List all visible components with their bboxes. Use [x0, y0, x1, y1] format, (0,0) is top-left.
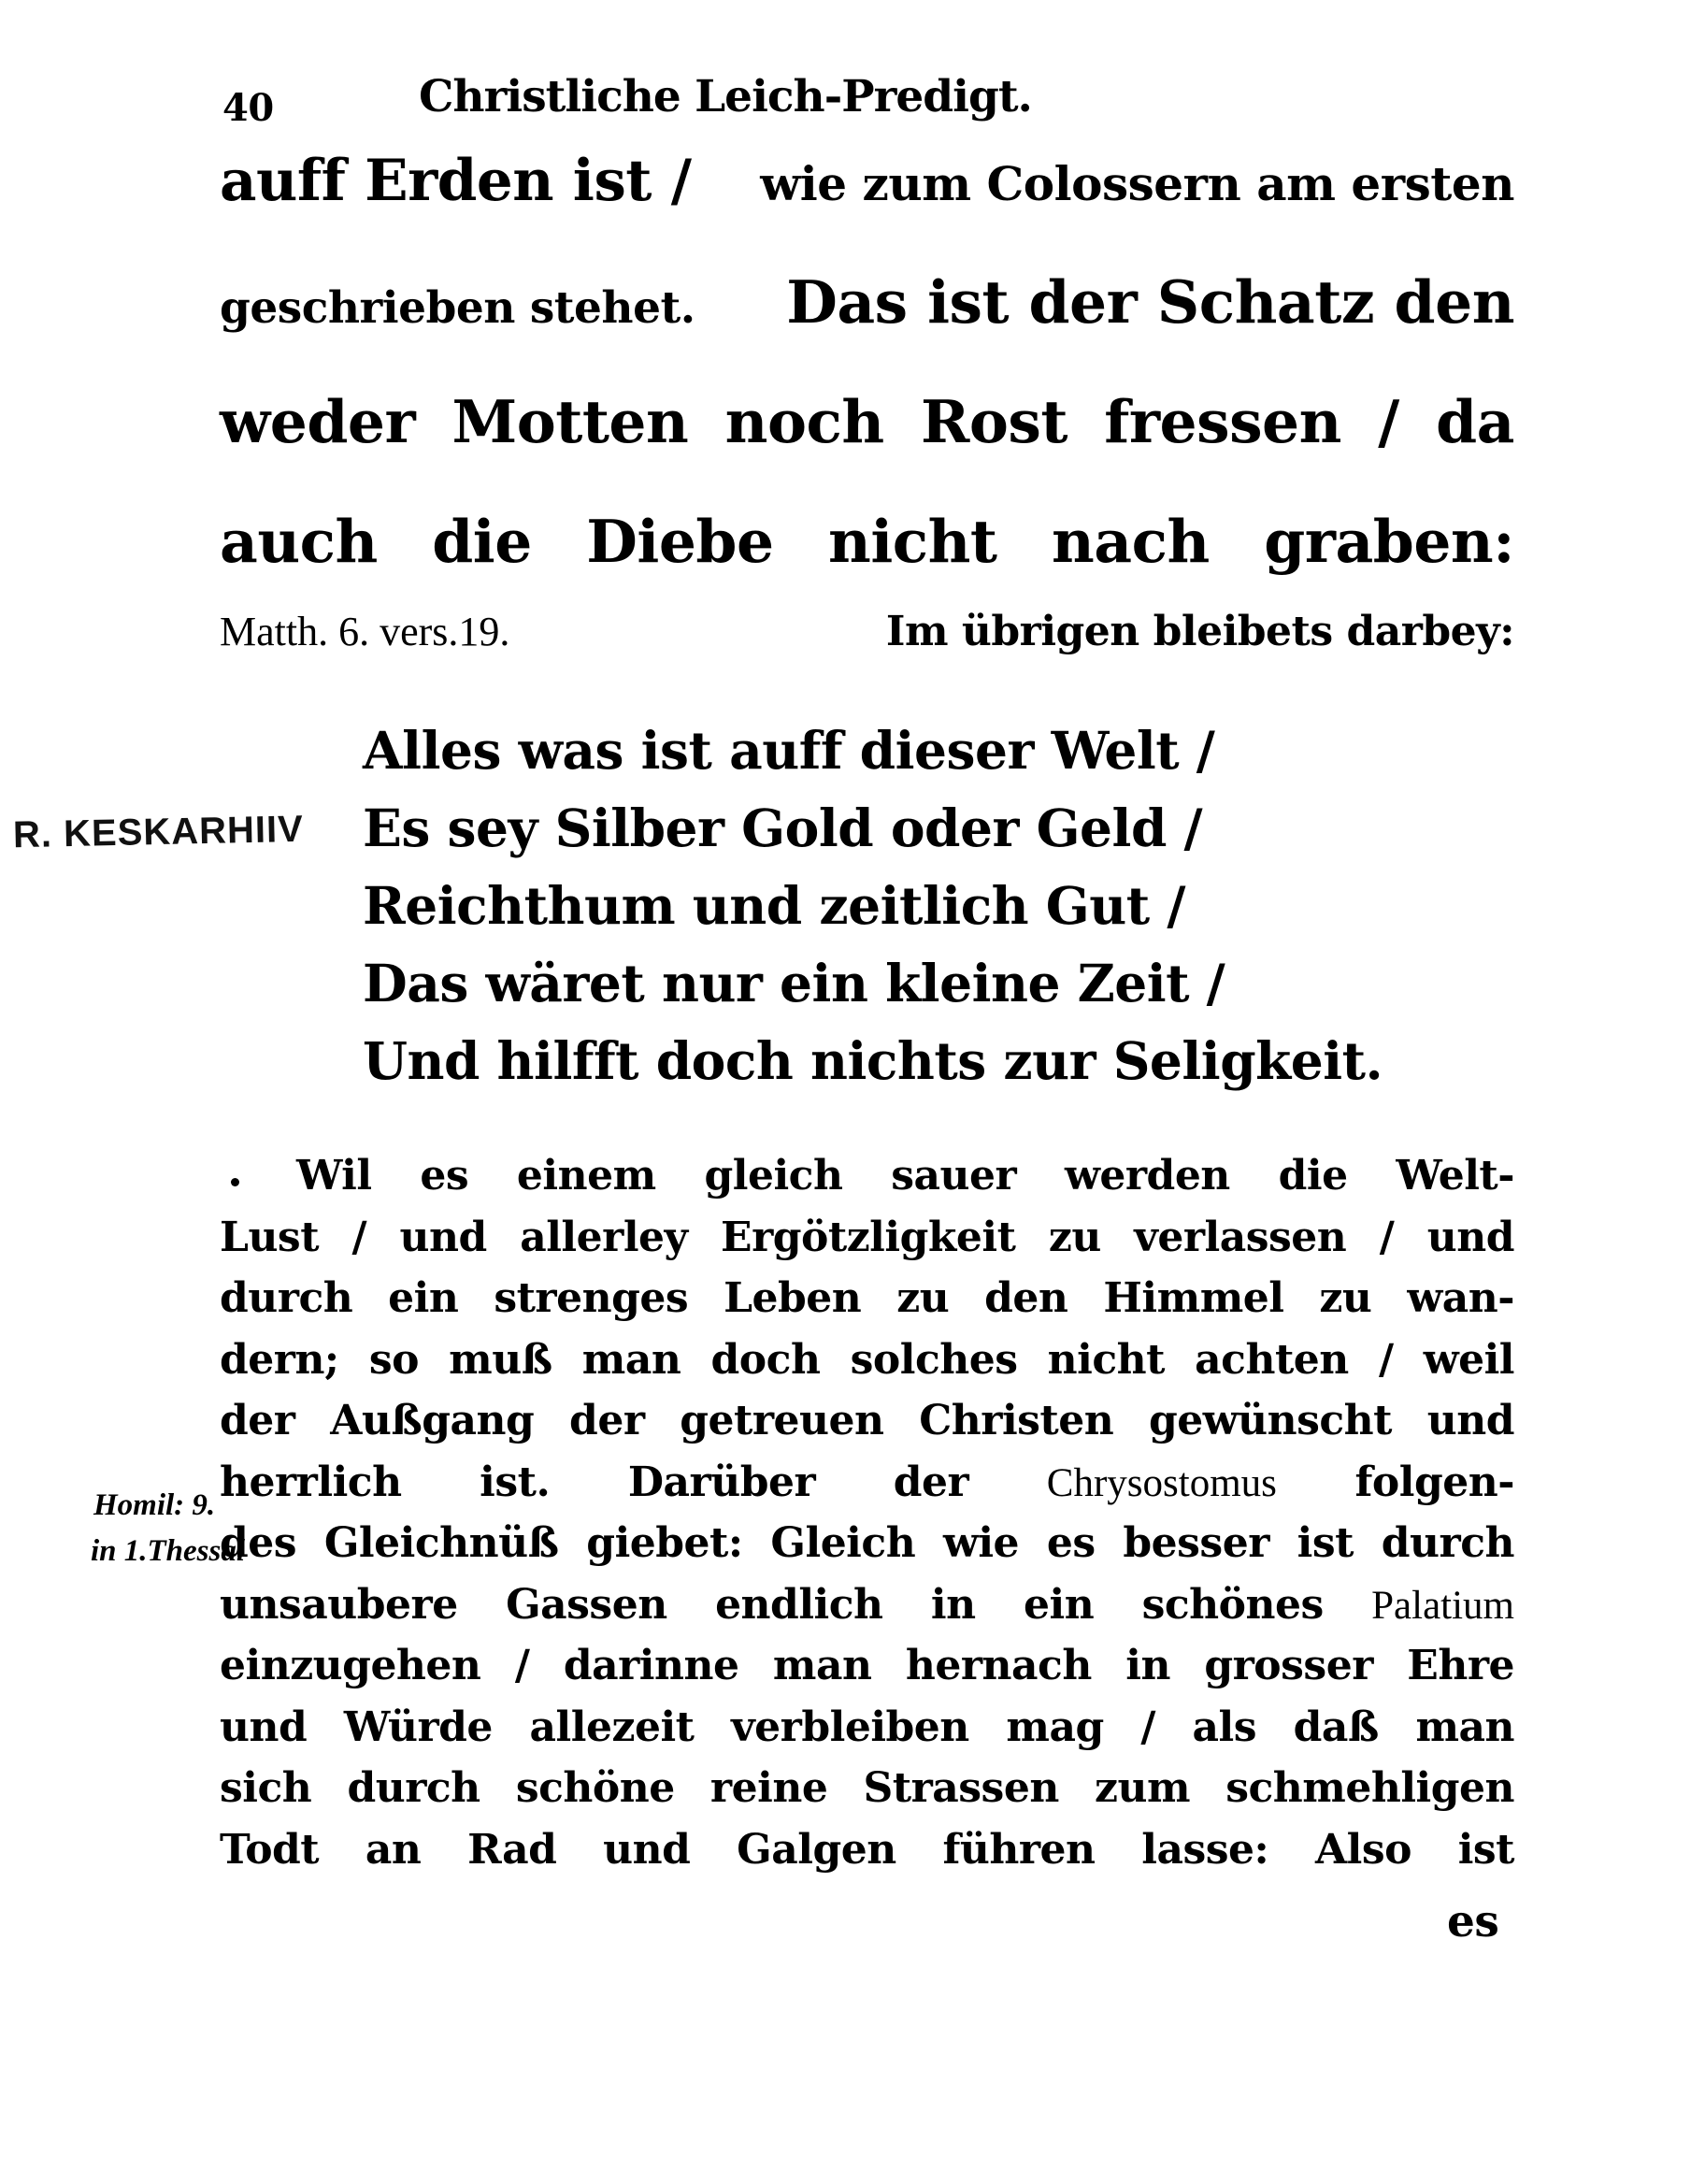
paragraph2-line: des Gleichnüß giebet: Gleich wie es besser ist durch	[220, 1519, 1514, 1567]
paragraph2-line: Lust / und allerley Ergötzligkeit zu verlassen / und	[220, 1214, 1514, 1261]
margin-note: Homil: 9.	[93, 1488, 216, 1522]
paragraph1-line1	[220, 148, 1514, 214]
paragraph2-line: sich durch schöne reine Strassen zum schmehligen	[220, 1764, 1514, 1812]
paragraph2-line: dern; so muß man doch solches nicht achten / weil	[220, 1336, 1514, 1384]
paragraph2-line: einzugehen / darinne man hernach in grosser Ehre	[220, 1642, 1514, 1689]
archive-stamp: R. KESKARHIIV	[12, 808, 305, 856]
verse-line: Es sey Silber Gold oder Geld /	[363, 797, 1203, 858]
body-text: herrlich ist.	[220, 1458, 551, 1506]
paragraph2-line: Wil es einem gleich sauer werden die Welt-	[296, 1152, 1514, 1200]
paragraph2-line	[220, 1458, 1514, 1506]
body-text: wie zum Colossern am ersten	[760, 156, 1514, 211]
paragraph2-line: durch ein strenges Leben zu den Himmel zu wan-	[220, 1274, 1514, 1322]
body-text: geschrieben stehet.	[220, 282, 695, 334]
catchword: es	[1447, 1896, 1499, 1947]
latin-word: Palatium	[1371, 1584, 1514, 1628]
paragraph2-line: Todt an Rad und Galgen führen lasse: Also ist	[220, 1826, 1514, 1874]
verse-line: Das wäret nur ein kleine Zeit /	[363, 953, 1225, 1013]
quote-text: auff Erden ist /	[220, 148, 692, 214]
paragraph1-line2	[220, 267, 1514, 337]
page-number: 40	[222, 86, 274, 130]
verse-line: Und hilfft doch nichts zur Seligkeit.	[363, 1030, 1383, 1091]
verse-line: Reichthum und zeitlich Gut /	[363, 875, 1185, 936]
body-text: folgen-	[1354, 1458, 1514, 1506]
running-header: Christliche Leich-Predigt.	[419, 71, 1032, 122]
paragraph1-line3: weder Motten noch Rost fressen / da	[220, 387, 1514, 456]
verse-line: Alles was ist auff dieser Welt /	[363, 720, 1215, 781]
body-text: Im übrigen bleibets darbey:	[885, 608, 1514, 655]
paragraph2-line: der Außgang der getreuen Christen gewünscht und	[220, 1397, 1514, 1444]
paragraph1-line5	[220, 608, 1514, 655]
latin-name: Chrysostomus	[1046, 1461, 1277, 1505]
paragraph2-line	[220, 1581, 1514, 1629]
bible-reference: Matth. 6. vers.19.	[220, 609, 510, 654]
margin-note: in 1.Thessal	[91, 1534, 246, 1568]
paragraph1-line4: auch die Diebe nicht nach graben:	[220, 507, 1514, 576]
body-text: Darüber der	[627, 1458, 969, 1506]
body-text: unsaubere Gassen endlich in ein schönes	[220, 1581, 1324, 1629]
paragraph2-line: und Würde allezeit verbleiben mag / als daß man	[220, 1703, 1514, 1751]
quote-text: Das ist der Schatz den	[786, 267, 1514, 337]
